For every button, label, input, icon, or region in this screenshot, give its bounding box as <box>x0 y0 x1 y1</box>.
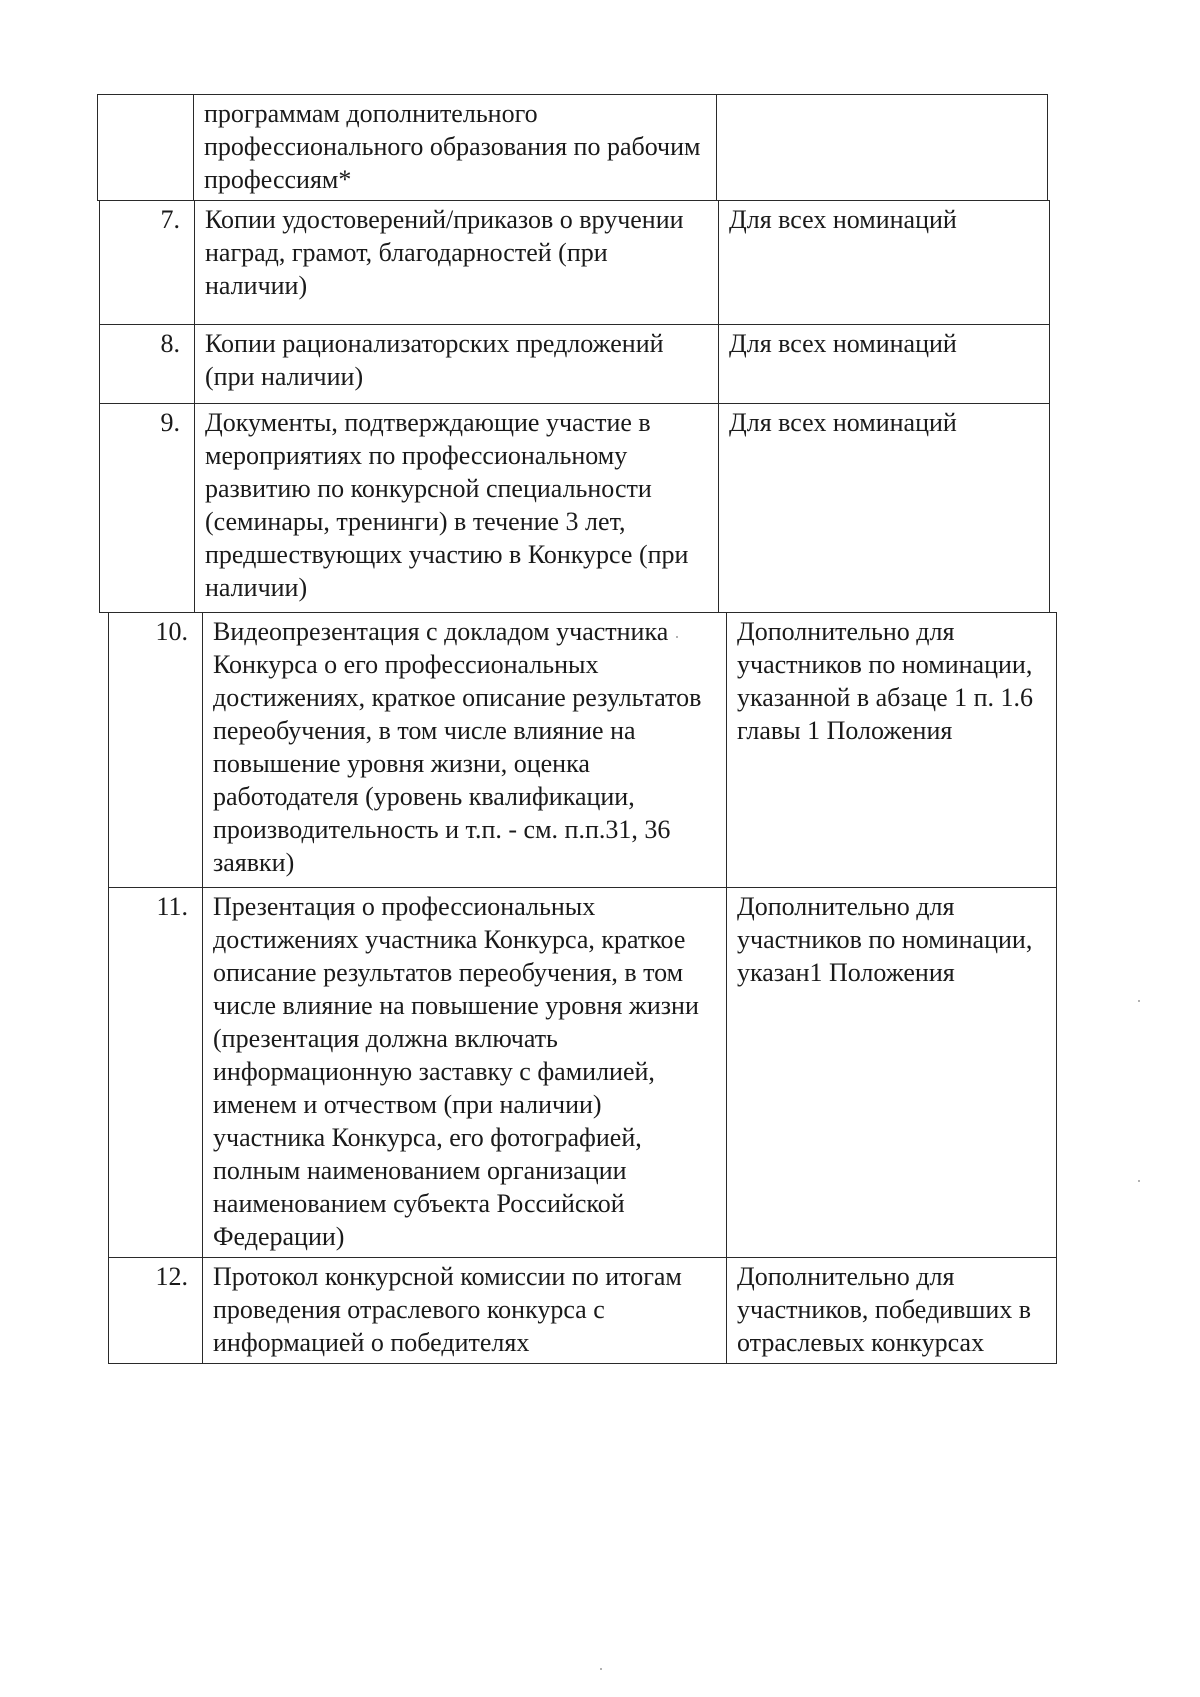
requirement-text: Копии рационализаторских предложений (при наличии) <box>205 329 664 391</box>
row-number-cell <box>100 404 195 613</box>
row-number: 8. <box>160 329 180 358</box>
scope-text: Дополнительно для участников по номинации, указан1 Положения <box>737 892 1033 987</box>
scope-text: Дополнительно для участников по номинации, указанной в абзаце 1 п. 1.6 главы 1 Положения <box>737 617 1034 745</box>
scope-cell <box>727 613 1057 888</box>
requirements-table-lower <box>108 612 1057 1364</box>
row-number-cell <box>109 888 203 1258</box>
requirement-cell <box>194 95 717 201</box>
requirement-text: Презентация о профессиональных достижениях участника Конкурса, краткое описание результатов переобучения, в том числе влияние на повышение уровня жизни (презентация должна включать информационную заставку с фамилией, именем и отчеством (при наличии) участника Конкурса, его фотографией, полным наименованием организации наименованием субъекта Российской Федерации) <box>213 892 699 1251</box>
scope-text: Для всех номинаций <box>729 329 957 358</box>
table-row <box>109 888 1057 1258</box>
table-row <box>100 325 1050 404</box>
requirement-cell <box>203 1258 727 1364</box>
row-number-cell <box>100 325 195 404</box>
table-row <box>98 95 1048 201</box>
requirement-text: Копии удостоверений/приказов о вручении наград, грамот, благодарностей (при наличии) <box>205 205 684 300</box>
row-number: 7. <box>160 205 180 234</box>
scope-cell <box>719 201 1050 325</box>
scope-cell <box>727 888 1057 1258</box>
continuation-table <box>97 94 1048 201</box>
scope-cell <box>717 95 1048 201</box>
row-number: 11. <box>156 892 188 921</box>
scope-text: Дополнительно для участников, победивших в отраслевых конкурсах <box>737 1262 1032 1357</box>
requirement-cell <box>195 404 719 613</box>
requirement-cell <box>203 613 727 888</box>
row-number-cell <box>98 95 194 201</box>
row-number-cell <box>100 201 195 325</box>
requirement-cell <box>195 325 719 404</box>
requirement-text: Протокол конкурсной комиссии по итогам проведения отраслевого конкурса с информацией о победителях <box>213 1262 682 1357</box>
row-number: 9. <box>160 408 180 437</box>
scan-speck <box>1138 1180 1140 1182</box>
requirement-text: Документы, подтверждающие участие в мероприятиях по профессиональному развитию по конкурсной специальности (семинары, тренинги) в течение 3 лет, предшествующих участию в Конкурсе (при наличии) <box>205 408 689 602</box>
scope-cell <box>719 404 1050 613</box>
row-number-cell <box>109 613 203 888</box>
scope-cell <box>719 325 1050 404</box>
requirement-text: программам дополнительного профессионального образования по рабочим профессиям* <box>204 99 701 194</box>
row-number: 12. <box>155 1262 188 1291</box>
requirement-cell <box>203 888 727 1258</box>
table-row <box>100 201 1050 325</box>
requirement-text: Видеопрезентация с докладом участника Конкурса о его профессиональных достижениях, краткое описание результатов переобучения, в том числе влияние на повышение уровня жизни, оценка работодателя (уровень квалификации, производительность и т.п. - см. п.п.31, 36 заявки) <box>213 617 702 877</box>
scan-speck <box>1138 1000 1140 1002</box>
table-row <box>109 613 1057 888</box>
requirements-table-upper <box>99 200 1050 613</box>
scope-text: Для всех номинаций <box>729 408 957 437</box>
scope-text: Для всех номинаций <box>729 205 957 234</box>
scan-speck <box>676 636 678 638</box>
scope-cell <box>727 1258 1057 1364</box>
scan-speck <box>600 1668 602 1670</box>
requirement-cell <box>195 201 719 325</box>
row-number-cell <box>109 1258 203 1364</box>
table-row <box>109 1258 1057 1364</box>
row-number: 10. <box>155 617 188 646</box>
table-row <box>100 404 1050 613</box>
